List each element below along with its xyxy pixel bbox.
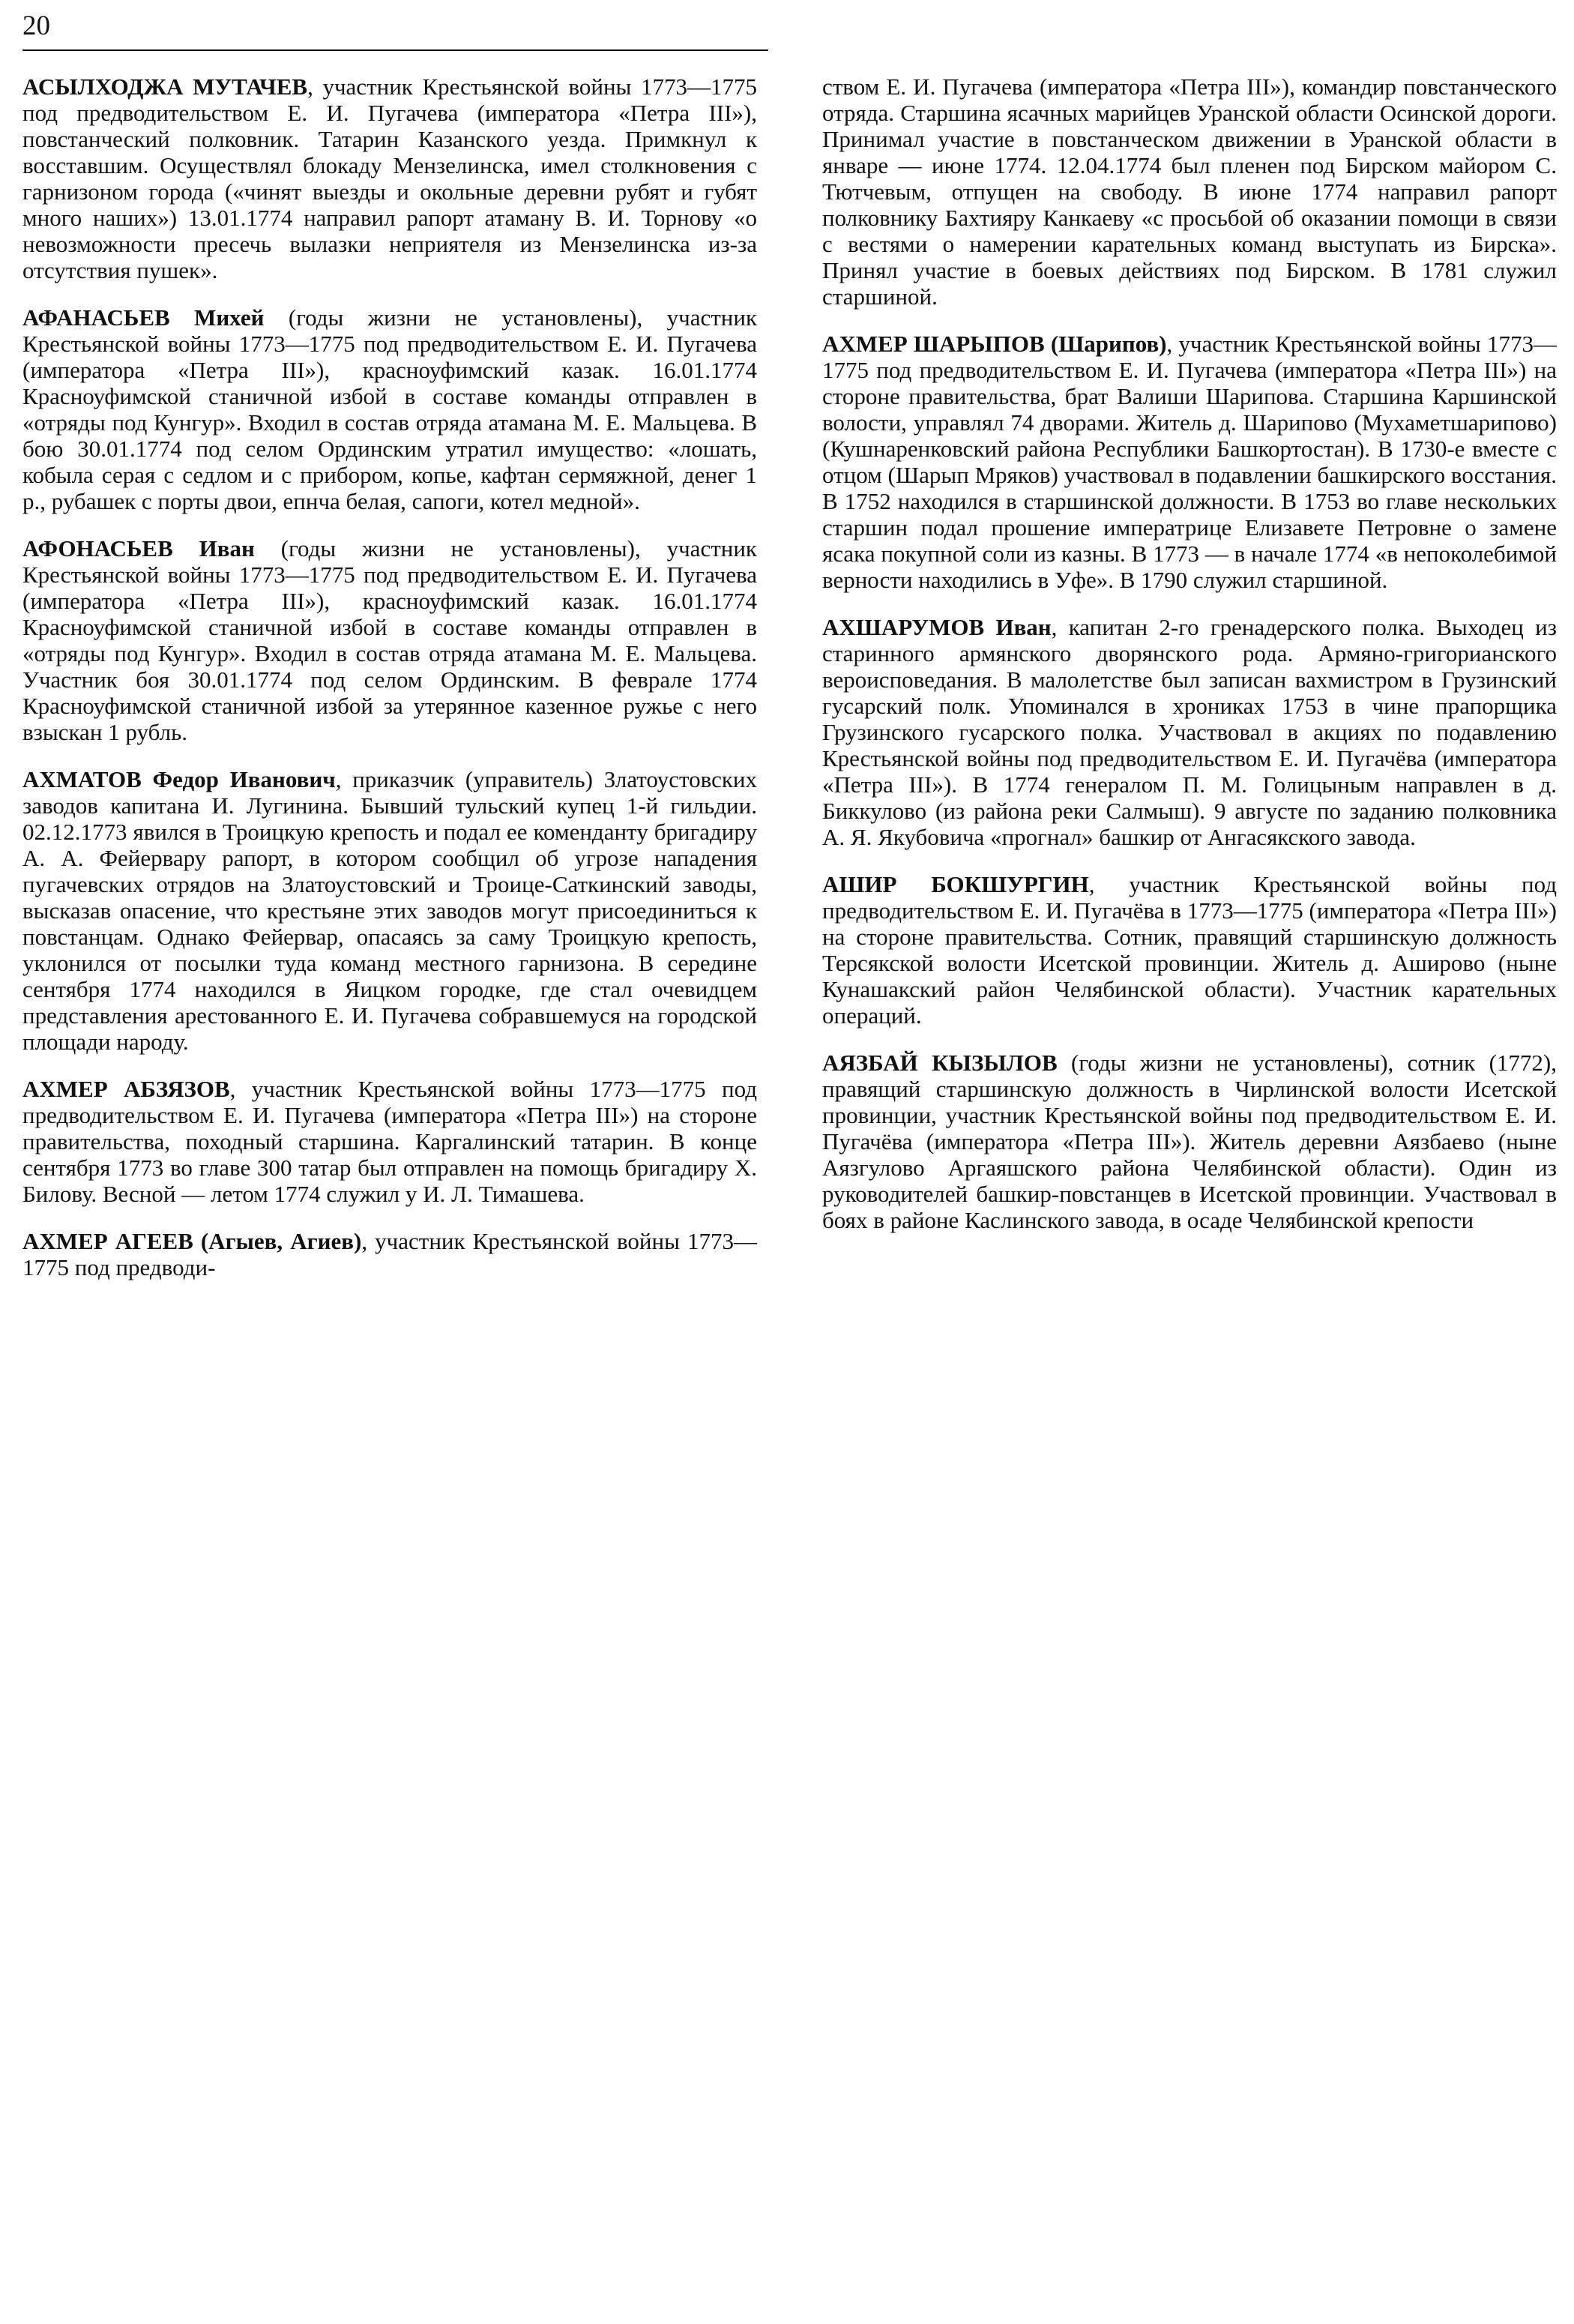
entry-headword: АФАНАСЬЕВ Михей [22,304,265,331]
entry-headword: АШИР БОКШУРГИН [822,871,1089,897]
entry-akhmer-sharypov [822,331,1557,593]
entry-headword: АХМЕР ШАРЫПОВ (Шарипов) [822,331,1167,357]
entry-text: ством Е. И. Пугачева (императора «Петра III»), командир повстанческого отряда. Старшина ясачных марийцев Уранской области Осинской дороги. Принимал участие в повстанческом движении в Уранской области в январе — июне 1774. 12.04.1774 был пленен под Бирском майором С. Тютчевым, отпущен на свободу. В июне 1774 направил рапорт полковнику Бахтияру Канкаеву «с просьбой об оказании помощи в связи с вестями о намерении карательных команд выступать из Бирска». Принял участие в боевых действиях под Бирском. В 1781 служил старшиной. [822,73,1557,310]
right-column [822,73,1557,2303]
entry-headword: АХМЕР АГЕЕВ (Агыев, Агиев) [22,1228,362,1254]
entry-afanasiev-mikhei [22,304,757,514]
page-number: 20 [22,10,50,41]
entry-headword: АХМАТОВ Федор Иванович [22,766,336,792]
entry-text: , приказчик (управитель) Златоустовских заводов капитана И. Лугинина. Бывший тульский купец 1-й гильдии. 02.12.1773 явился в Троицкую крепость и подал ее коменданту бригадиру А. А. Фейервару рапорт, в котором сообщил об угрозе нападения пугачевских отрядов на Златоустовский и Троице-Саткинский заводы, высказав опасение, что крестьяне этих заводов могут присоединиться к повстанцам. Однако Фейервар, опасаясь за саму Троицкую крепость, уклонился от посылки туда команд местного гарнизона. В середине сентября 1774 находился в Яицком городке, где стал очевидцем представления арестованного Е. И. Пугачева собравшемуся на городской площади народу. [22,766,757,1055]
entry-text: , участник Крестьянской войны 1773—1775 под предводительством Е. И. Пугачева (императора «Петра III»), повстанческий полковник. Татарин Казанского уезда. Примкнул к восставшим. Осуществлял блокаду Мензелинска, имел столкновения с гарнизоном города («чинят выезды и окольные деревни рубят и губят много наших») 13.01.1774 направил рапорт атаману В. И. Торнову «о невозможности пресечь вылазки неприятеля из Мензелинска из-за отсутствия пушек». [22,73,757,283]
entry-afonasiev-ivan [22,535,757,745]
entry-headword: АФОНАСЬЕВ Иван [22,535,255,562]
entry-text: , капитан 2-го гренадерского полка. Выходец из старинного армянского дворянского рода. Армяно-григорианского вероисповедания. В малолетстве был записан вахмистром в Грузинский гусарский полк. Упоминался в хрониках 1753 в чине прапорщика Грузинского гусарского полка. Участвовал в акциях по подавлению Крестьянской войны под предводительством Е. И. Пугачёва (императора «Петра III»). В 1774 генералом П. М. Голицыным направлен в д. Биккулово (из района реки Салмыш). 9 августе по заданию полковника А. Я. Якубовича «прогнал» башкир от Ангасякского завода. [822,614,1557,850]
header-rule [22,49,768,51]
entry-akhsharumov-ivan [822,614,1557,850]
entry-akhmer-ageev [22,1228,757,1280]
entry-text: , участник Крестьянской войны под предводительством Е. И. Пугачёва в 1773—1775 (императора «Петра III») на стороне правительства. Сотник, правящий старшинскую должность Терсякской волости Исетской провинции. Житель д. Аширово (ныне Кунашакский район Челябинской области). Участник карательных операций. [822,871,1557,1029]
entry-ayazbai-kyzylov [822,1050,1557,1233]
entry-ashir-bokshurgin [822,871,1557,1029]
left-column [22,73,757,2303]
entry-headword: АСЫЛХОДЖА МУТАЧЕВ [22,73,308,100]
entry-text: (годы жизни не установлены), сотник (1772), правящий старшинскую должность в Чирлинской волости Исетской провинции, участник Крестьянской войны под предводительством Е. И. Пугачёва (императора «Петра III»). Житель деревни Аязбаево (ныне Аязгулово Аргаяшского района Челябинской области). Один из руководителей башкир-повстанцев в Исетской провинции. Участвовал в боях в районе Каслинского завода, в осаде Челябинской крепости [822,1050,1557,1233]
entry-asylkhodzha-mutachev [22,73,757,283]
entry-text: , участник Крестьянской войны 1773—1775 под предводительством Е. И. Пугачева (императора «Петра III») на стороне правительства, брат Валиши Шарипова. Старшина Каршинской волости, управлял 74 дворами. Житель д. Шарипово (Мухаметшарипово) (Кушнаренковский района Республики Башкортостан). В 1730-е вместе с отцом (Шарып Мряков) участвовал в подавлении башкирского восстания. В 1752 находился в старшинской должности. В 1753 во главе нескольких старшин подал прошение императрице Елизавете Петровне о замене ясака покупной соли из казны. В 1773 — в начале 1774 «в непоколебимой верности находились в Уфе». В 1790 служил старшиной. [822,331,1557,593]
entry-akhmer-ageev-continued [822,73,1557,310]
entry-headword: АЯЗБАЙ КЫЗЫЛОВ [822,1050,1058,1076]
entry-text: , участник Крестьянской войны 1773—1775 под предводи- [22,1228,757,1280]
entry-akhmer-abzyazov [22,1076,757,1207]
entry-text: , участник Крестьянской войны 1773—1775 под предводительством Е. И. Пугачева (императора «Петра III») на стороне правительства, походный старшина. Каргалинский татарин. В конце сентября 1773 во главе 300 татар был отправлен на помощь бригадиру Х. Билову. Весной — летом 1774 служил у И. Л. Тимашева. [22,1076,757,1207]
entry-headword: АХШАРУМОВ Иван [822,614,1052,640]
entry-text: (годы жизни не установлены), участник Крестьянской войны 1773—1775 под предводительством Е. И. Пугачева (императора «Петра III»), красноуфимский казак. 16.01.1774 Красноуфимской станичной избой в составе команды отправлен в «отряды под Кунгур». Входил в состав отряда атамана М. Е. Мальцева. Участник боя 30.01.1774 под селом Ординским. В феврале 1774 Красноуфимской станичной избой за утерянное казенное ружье с него взыскан 1 рубль. [22,535,757,745]
entry-text: (годы жизни не установлены), участник Крестьянской войны 1773—1775 под предводительством Е. И. Пугачева (императора «Петра III»), красноуфимский казак. 16.01.1774 Красноуфимской станичной избой в составе команды отправлен в «отряды под Кунгур». Входил в состав отряда атамана М. Е. Мальцева. В бою 30.01.1774 под селом Ординским утратил имущество: «лошать, кобыла серая с седлом и с прибором, копье, кафтан сермяжной, денег 1 р., рубашек с порты двои, епнча белая, сапоги, котел медной». [22,304,757,514]
entry-headword: АХМЕР АБЗЯЗОВ [22,1076,230,1102]
entry-akhmatov-fedor [22,766,757,1055]
